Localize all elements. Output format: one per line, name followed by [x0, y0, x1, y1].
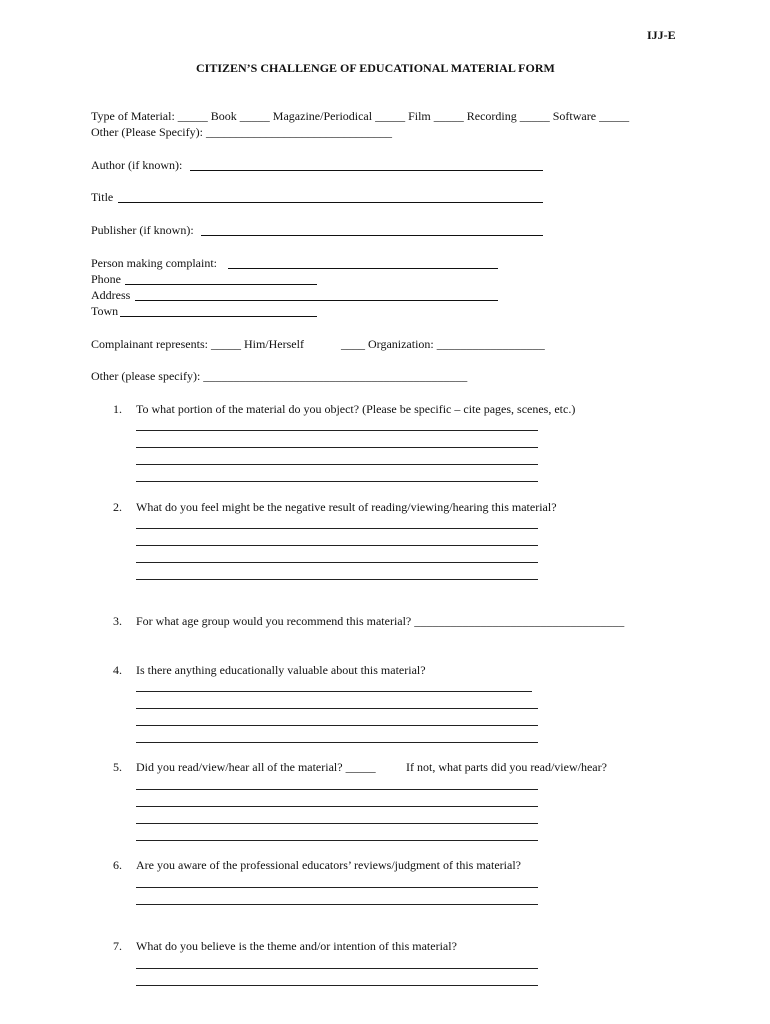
question-number: 7. [113, 939, 122, 953]
person-label: Person making complaint: [91, 256, 217, 270]
question-text: Is there anything educationally valuable about this material? [136, 663, 426, 677]
answer-line[interactable] [136, 806, 538, 807]
author-field[interactable] [190, 170, 543, 171]
answer-line[interactable] [136, 481, 538, 482]
answer-line[interactable] [136, 725, 538, 726]
other-specify-line[interactable]: Other (Please Specify): _______________________________ [91, 125, 392, 139]
answer-line[interactable] [136, 579, 538, 580]
answer-line[interactable] [136, 691, 532, 692]
title-label: Title [91, 190, 114, 204]
publisher-label: Publisher (if known): [91, 223, 194, 237]
answer-line[interactable] [136, 708, 538, 709]
answer-line[interactable] [136, 904, 538, 905]
question-text-followup: If not, what parts did you read/view/hear? [406, 760, 607, 774]
answer-line[interactable] [136, 823, 538, 824]
question-number: 4. [113, 663, 122, 677]
represents-self-line[interactable]: Complainant represents: _____ Him/Herself [91, 337, 304, 351]
question-text-with-blank[interactable]: Did you read/view/hear all of the material? _____ [136, 760, 376, 774]
question-text: To what portion of the material do you object? (Please be specific – cite pages, scenes, etc.) [136, 402, 576, 416]
document-code: IJJ-E [647, 28, 676, 42]
question-number: 6. [113, 858, 122, 872]
question-number: 5. [113, 760, 122, 774]
represents-organization-line[interactable]: ____ Organization: __________________ [341, 337, 545, 351]
address-label: Address [91, 288, 131, 302]
town-label: Town [91, 304, 119, 318]
publisher-field[interactable] [201, 235, 543, 236]
answer-line[interactable] [136, 528, 538, 529]
question-text-with-blank[interactable]: For what age group would you recommend this material? ___________________________________ [136, 614, 625, 628]
question-number: 3. [113, 614, 122, 628]
answer-line[interactable] [136, 840, 538, 841]
answer-line[interactable] [136, 545, 538, 546]
question-text: Are you aware of the professional educators’ reviews/judgment of this material? [136, 858, 521, 872]
form-title: CITIZEN’S CHALLENGE OF EDUCATIONAL MATERIAL FORM [196, 61, 555, 75]
other-please-specify-line[interactable]: Other (please specify): ____________________________________________ [91, 369, 468, 383]
answer-line[interactable] [136, 742, 538, 743]
answer-line[interactable] [136, 464, 538, 465]
question-number: 1. [113, 402, 122, 416]
question-number: 2. [113, 500, 122, 514]
answer-line[interactable] [136, 430, 538, 431]
phone-label: Phone [91, 272, 121, 286]
answer-line[interactable] [136, 968, 538, 969]
type-of-material-line[interactable]: Type of Material: _____ Book _____ Magazine/Periodical _____ Film _____ Recording _____ Software _____ [91, 109, 630, 123]
answer-line[interactable] [136, 887, 538, 888]
author-label: Author (if known): [91, 158, 183, 172]
title-field[interactable] [118, 202, 543, 203]
question-text: What do you believe is the theme and/or intention of this material? [136, 939, 457, 953]
question-text: What do you feel might be the negative result of reading/viewing/hearing this material? [136, 500, 557, 514]
town-field[interactable] [120, 316, 317, 317]
answer-line[interactable] [136, 562, 538, 563]
address-field[interactable] [135, 300, 498, 301]
answer-line[interactable] [136, 447, 538, 448]
answer-line[interactable] [136, 985, 538, 986]
answer-line[interactable] [136, 789, 538, 790]
person-field[interactable] [228, 268, 498, 269]
phone-field[interactable] [125, 284, 317, 285]
